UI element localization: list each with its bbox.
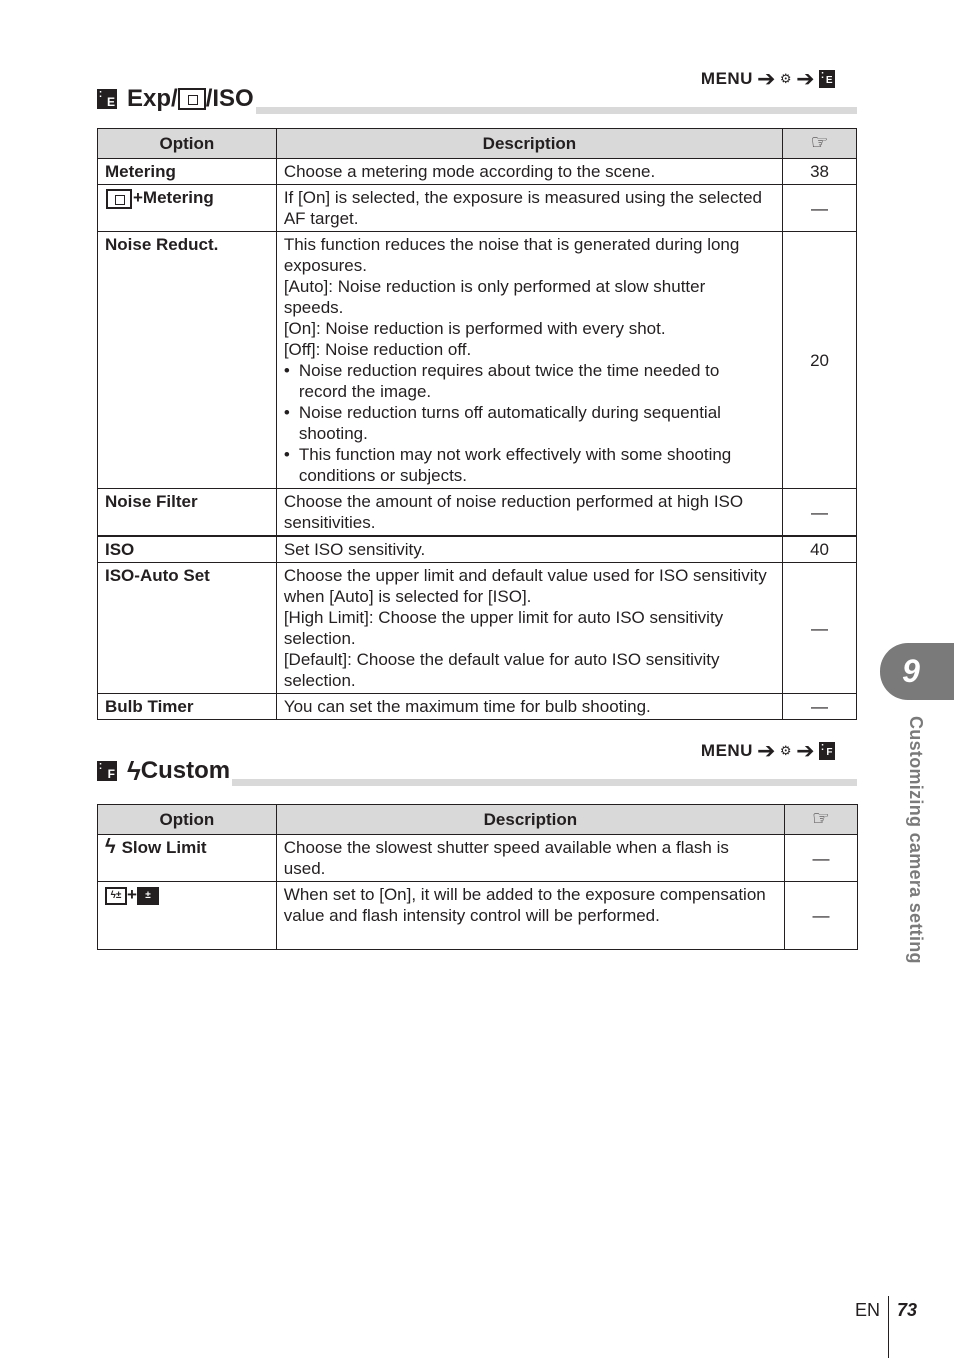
exp-iso-table [97, 128, 857, 720]
page-footer [855, 1296, 917, 1358]
reference-cell: — [783, 489, 857, 537]
description-cell: Choose the amount of noise reduction performed at high ISO sensitivities. [276, 489, 782, 537]
custom-menu-f-icon: ⁚ F [821, 743, 833, 758]
option-cell: ISO-Auto Set [98, 563, 277, 694]
gears-icon: ⚙ [779, 71, 793, 86]
flash-icon: ϟ [105, 836, 116, 858]
metering-icon [178, 88, 206, 110]
table-row [98, 185, 857, 232]
arrow-right-icon: ➔ [756, 66, 776, 91]
reference-cell: — [783, 694, 857, 720]
header-description: Description [276, 805, 784, 835]
option-cell: Metering [98, 159, 277, 185]
table-row [98, 694, 857, 720]
flash-compensation-icon: ϟ± [105, 887, 127, 905]
arrow-right-icon: ➔ [796, 66, 815, 91]
flash-icon: ϟ [127, 756, 141, 786]
chapter-label: Customizing camera setting [906, 716, 926, 964]
option-cell: Noise Reduct. [98, 232, 277, 489]
arrow-right-icon: ➔ [796, 738, 815, 763]
table-row [98, 489, 857, 537]
description-cell: Choose the slowest shutter speed available when a flash is used. [276, 835, 784, 882]
description-cell: Set ISO sensitivity. [276, 536, 782, 563]
page-number: 73 [897, 1300, 918, 1320]
description-cell: Choose a metering mode according to the scene. [276, 159, 782, 185]
bullet-item: • This function may not work effectively with some shooting conditions or subjects. [283, 445, 732, 485]
header-option: Option [98, 805, 277, 835]
reference-page-icon: ☞ [783, 129, 857, 159]
reference-page-icon: ☞ [785, 805, 858, 835]
table-header-row [98, 805, 858, 835]
table-row [98, 536, 857, 563]
option-cell: Noise Filter [98, 489, 277, 537]
reference-cell: — [783, 563, 857, 694]
header-option: Option [98, 129, 277, 159]
gears-icon: ⚙ [779, 743, 793, 758]
section-header-exp-iso [97, 66, 857, 114]
table-row [98, 835, 858, 882]
table-row [98, 563, 857, 694]
description-cell: When set to [On], it will be added to the exposure compensation value and flash intensity control will be performed. [276, 882, 784, 950]
option-cell: Bulb Timer [98, 694, 277, 720]
section-title: ⁚ E Exp/ /ISO [99, 85, 254, 112]
bullet-item: • Noise reduction requires about twice the time needed to record the image. [283, 361, 720, 401]
reference-cell: — [783, 185, 857, 232]
chapter-tab: 9 [880, 643, 954, 700]
arrow-right-icon: ➔ [756, 738, 776, 763]
section-title: ⁚ F ϟ Custom [99, 756, 231, 786]
reference-cell: 38 [783, 159, 857, 185]
option-cell: +Metering [98, 185, 277, 232]
menu-path: MENU ➔ ⚙ ➔ ⁚ E [700, 66, 833, 91]
description-cell: You can set the maximum time for bulb shooting. [276, 694, 782, 720]
af-target-icon [106, 189, 132, 209]
custom-menu-f-icon: ⁚ F [99, 762, 115, 781]
reference-cell: — [785, 882, 858, 950]
table-row [98, 882, 858, 950]
language-label: EN [855, 1300, 881, 1320]
custom-menu-e-icon: ⁚ E [99, 90, 115, 109]
header-description: Description [276, 129, 782, 159]
table-row [98, 159, 857, 185]
flash-custom-table [97, 804, 858, 950]
description-cell: This function reduces the noise that is generated during long exposures. [Auto]: Noise reduction is only performed at slow shutter speeds. [On]: Noise reduction is performed with every shot. [Off]: Noise reduction off. • Noise reduction requires about twice the time needed to record the image. • Noise reduction turns off automatically during sequential shooting. • This function may not work effectively with some shooting conditions or subjects. [276, 232, 782, 489]
reference-cell: 20 [783, 232, 857, 489]
option-cell: ϟ Slow Limit [98, 835, 277, 882]
menu-path: MENU ➔ ⚙ ➔ ⁚ F [700, 738, 833, 763]
section-header-flash-custom [97, 738, 857, 786]
custom-menu-e-icon: ⁚ E [821, 71, 833, 86]
option-cell: ISO [98, 536, 277, 563]
table-row [98, 232, 857, 489]
description-cell: If [On] is selected, the exposure is measured using the selected AF target. [276, 185, 782, 232]
bullet-item: • Noise reduction turns off automatically during sequential shooting. [283, 403, 721, 443]
reference-cell: — [785, 835, 858, 882]
reference-cell: 40 [783, 536, 857, 563]
option-cell: ϟ± + ± [98, 882, 277, 950]
description-cell: Choose the upper limit and default value used for ISO sensitivity when [Auto] is selected for [ISO]. [High Limit]: Choose the upper limit for auto ISO sensitivity selection. [Default]: Choose the default value for auto ISO sensitivity selection. [276, 563, 782, 694]
exposure-compensation-icon: ± [137, 887, 159, 905]
table-header-row [98, 129, 857, 159]
